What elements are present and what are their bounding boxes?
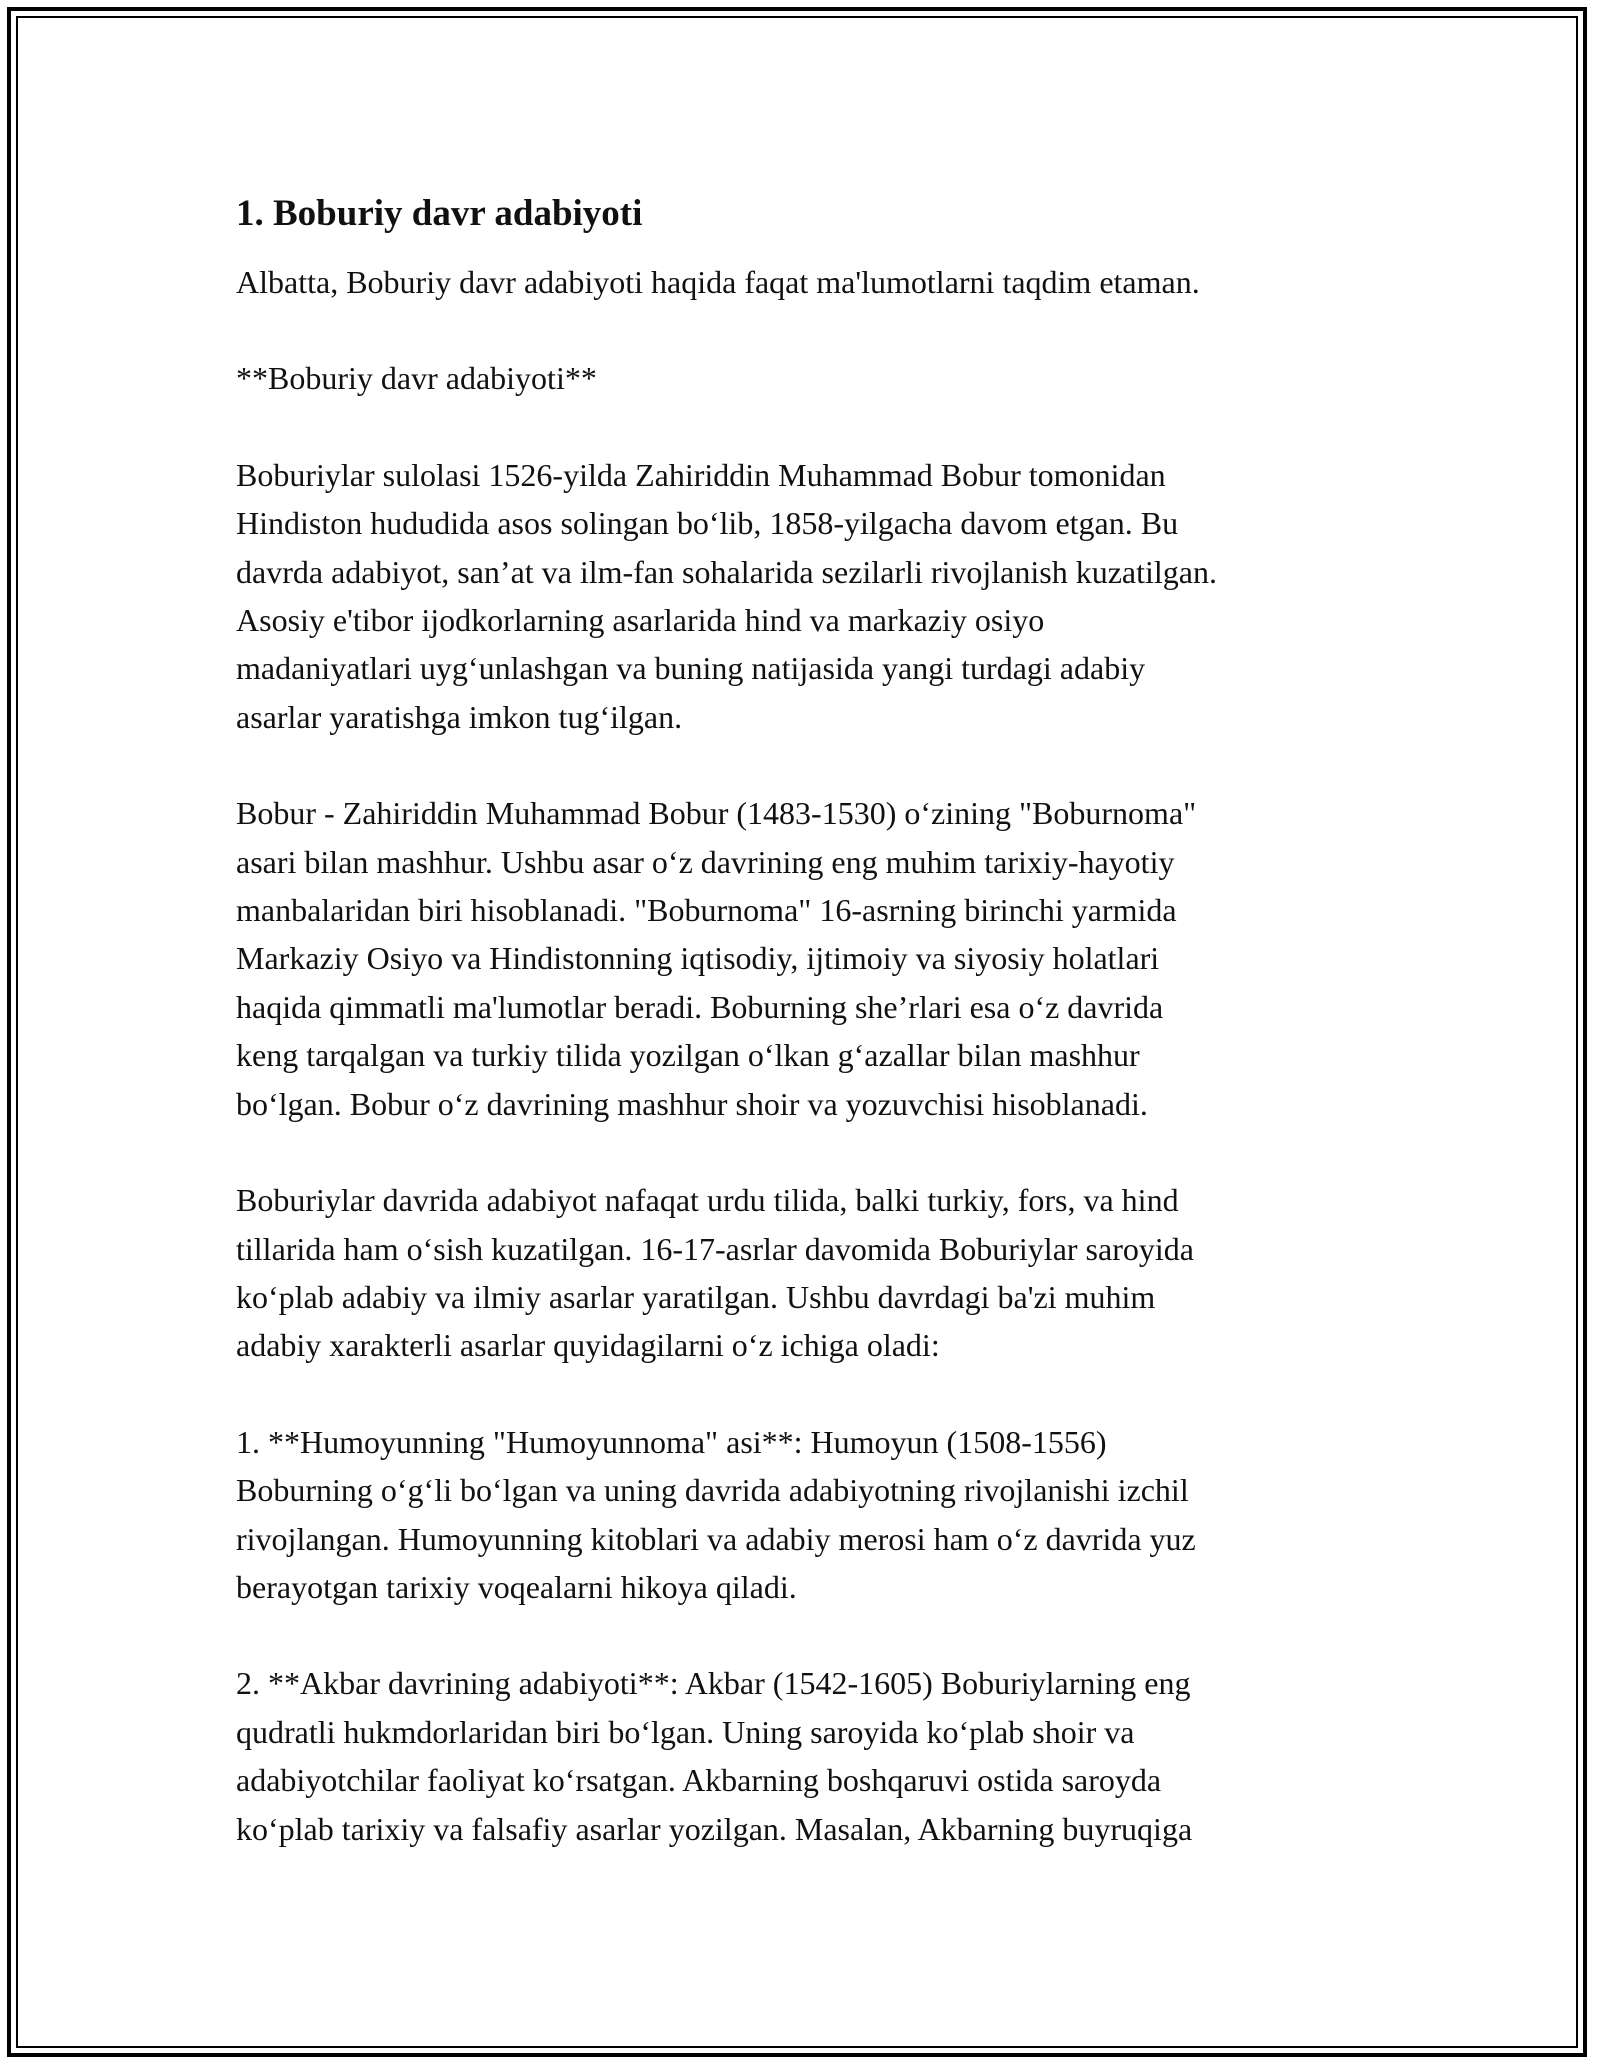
paragraph-bobur: Bobur - Zahiriddin Muhammad Bobur (1483-1530) o‘zining "Boburnoma" asari bilan mashhur. Ushbu asar o‘z davrining eng muhim tarixiy-hayotiy manbalaridan biri hisoblanadi. "Boburnoma" 16-asrning birinchi yarmida Markaziy Osiyo va Hindistonning iqtisodiy, ijtimoiy va siyosiy holatlari haqida qimmatli ma'lumotlar beradi. Boburning she’rlari esa o‘z davrida keng tarqalgan va turkiy tilida yozilgan o‘lkan g‘azallar bilan mashhur bo‘lgan. Bobur o‘z davrining mashhur shoir va yozuvchisi hisoblanadi. <box>236 795 1197 1122</box>
section-heading: 1. Boburiy davr adabiyoti <box>236 193 643 234</box>
paragraph-subtitle: **Boburiy davr adabiyoti** <box>236 360 597 397</box>
document-body <box>236 188 1371 1901</box>
paragraph-humoyun: 1. **Humoyunning "Humoyunnoma" asi**: Humoyun (1508-1556) Boburning o‘g‘li bo‘lgan va uning davrida adabiyotning rivojlanishi izchil rivojlangan. Humoyunning kitoblari va adabiy merosi ham o‘z davrida yuz berayotgan tarixiy voqealarni hikoya qiladi. <box>236 1423 1196 1605</box>
paragraph-intro: Albatta, Boburiy davr adabiyoti haqida faqat ma'lumotlarni taqdim etaman. <box>236 264 1200 300</box>
paragraph-languages: Boburiylar davrida adabiyot nafaqat urdu tilida, balki turkiy, fors, va hind tillarida ham o‘sish kuzatilgan. 16-17-asrlar davomida Boburiylar saroyida ko‘plab adabiy va ilmiy asarlar yaratilgan. Ushbu davrdagi ba'zi muhim adabiy xarakterli asarlar quyidagilarni o‘z ichiga oladi: <box>236 1182 1194 1364</box>
paragraph-akbar: 2. **Akbar davrining adabiyoti**: Akbar (1542-1605) Boburiylarning eng qudratli hukmdorlaridan biri bo‘lgan. Uning saroyida ko‘plab shoir va adabiyotchilar faoliyat ko‘rsatgan. Akbarning boshqaruvi ostida saroyda ko‘plab tarixiy va falsafiy asarlar yozilgan. Masalan, Akbarning buyruqiga <box>236 1665 1193 1847</box>
paragraph-dynasty: Boburiylar sulolasi 1526-yilda Zahiriddin Muhammad Bobur tomonidan Hindiston hududida asos solingan bo‘lib, 1858-yilgacha davom etgan. Bu davrda adabiyot, san’at va ilm-fan sohalarida sezilarli rivojlanish kuzatilgan. Asosiy e'tibor ijodkorlarning asarlarida hind va markaziy osiyo madaniyatlari uyg‘unlashgan va buning natijasida yangi turdagi adabiy asarlar yaratishga imkon tug‘ilgan. <box>236 456 1217 735</box>
